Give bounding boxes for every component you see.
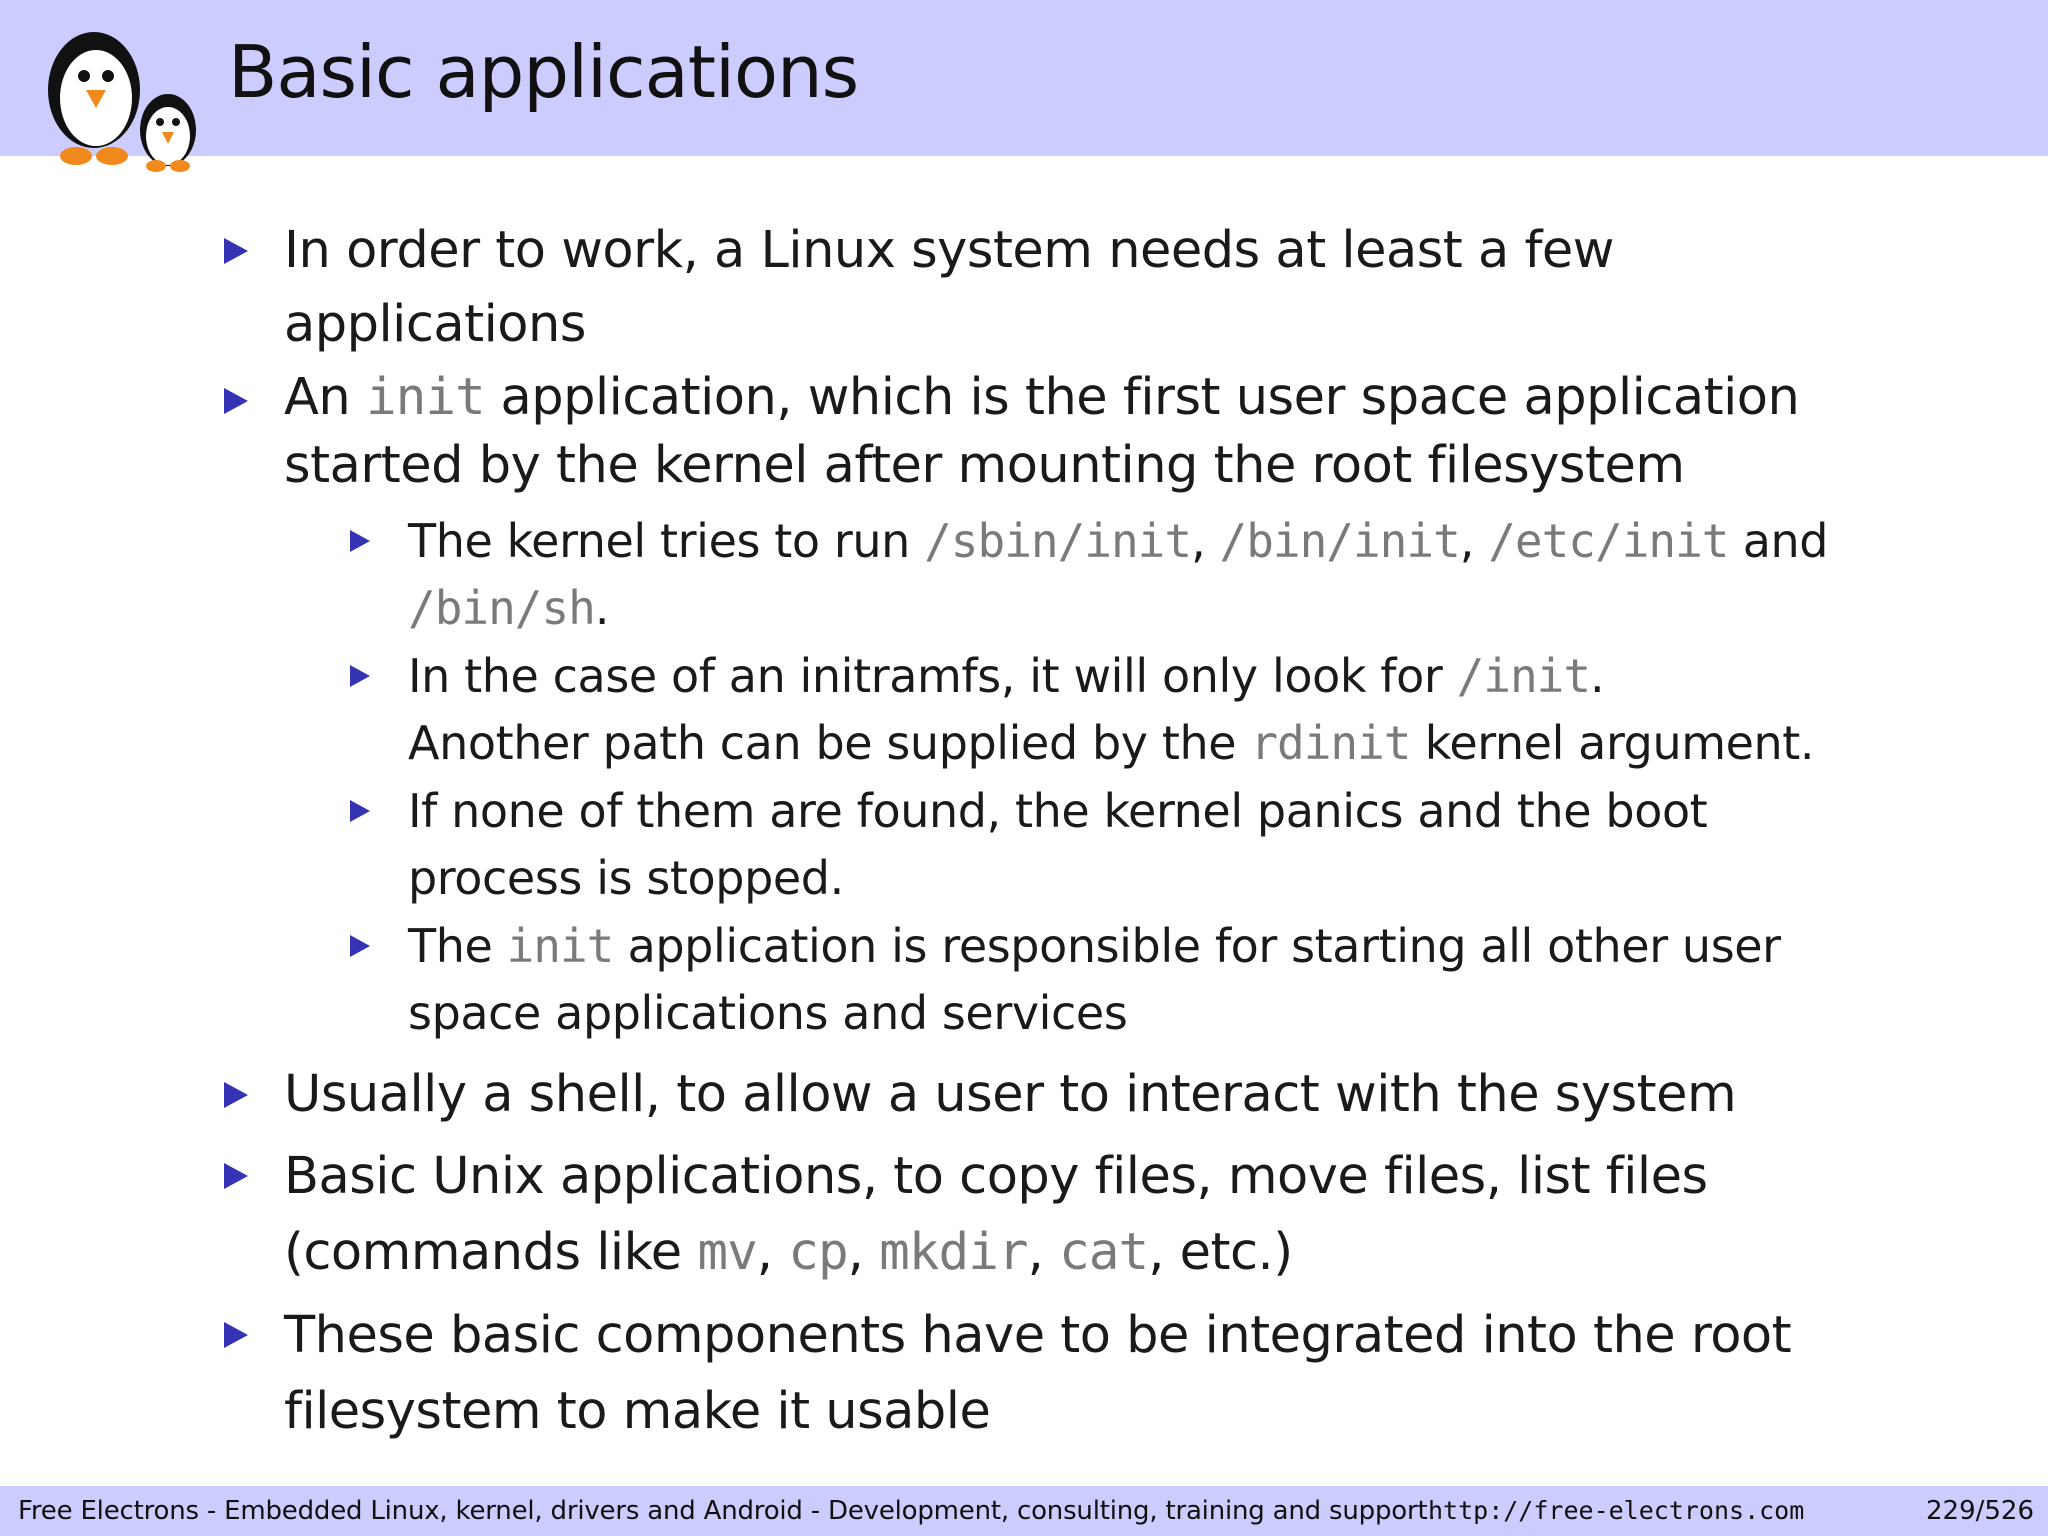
code-text: /init (1456, 649, 1591, 703)
code-text: init (506, 919, 614, 973)
code-text: /sbin/init (924, 514, 1192, 568)
sub-bullet-item: In the case of an initramfs, it will only look for /init. Another path can be supplied by the rdinit kernel argument. (408, 649, 1815, 770)
bullet-item: Basic Unix applications, to copy files, move files, list files (commands like mv, cp, mkdir, cat, etc.) (284, 1147, 1708, 1282)
code-text: /etc/init (1488, 514, 1729, 568)
code-text: cp (788, 1223, 848, 1282)
slide-footer (0, 1486, 2048, 1536)
bullet-item: An init application, which is the first user space application started by the kernel after mounting the root filesystem (284, 368, 1800, 495)
triangle-bullet-icon (350, 935, 370, 957)
code-text: init (365, 368, 485, 427)
code-text: mv (697, 1223, 757, 1282)
triangle-bullet-icon (350, 665, 370, 687)
page-number: 229/526 (1925, 1496, 2034, 1526)
triangle-bullet-icon (224, 238, 248, 264)
code-text: cat (1059, 1223, 1149, 1282)
triangle-bullet-icon (224, 1322, 248, 1348)
footer-link[interactable]: http://free-electrons.com (1428, 1496, 1805, 1525)
code-text: mkdir (879, 1223, 1028, 1282)
footer-text: Free Electrons - Embedded Linux, kernel, drivers and Android - Development, consulting, training and support. (18, 1496, 1436, 1526)
sub-bullet-item: If none of them are found, the kernel panics and the boot process is stopped. (408, 784, 1708, 905)
code-text: rdinit (1250, 716, 1411, 770)
bullet-item: These basic components have to be integrated into the root filesystem to make it usable (284, 1306, 1792, 1441)
code-text: /bin/init (1219, 514, 1460, 568)
triangle-bullet-icon (224, 1082, 248, 1108)
slide-title: Basic applications (228, 30, 859, 114)
triangle-bullet-icon (350, 530, 370, 552)
triangle-bullet-icon (224, 388, 248, 414)
sub-bullet-item: The init application is responsible for starting all other user space applications and services (408, 919, 1781, 1040)
bullet-item: Usually a shell, to allow a user to interact with the system (284, 1065, 1737, 1124)
triangle-bullet-icon (224, 1163, 248, 1189)
sub-bullet-item: The kernel tries to run /sbin/init, /bin/init, /etc/init and /bin/sh. (408, 514, 1829, 635)
bullet-item: In order to work, a Linux system needs at least a few applications (284, 221, 1614, 354)
triangle-bullet-icon (350, 800, 370, 822)
code-text: /bin/sh (408, 581, 595, 635)
